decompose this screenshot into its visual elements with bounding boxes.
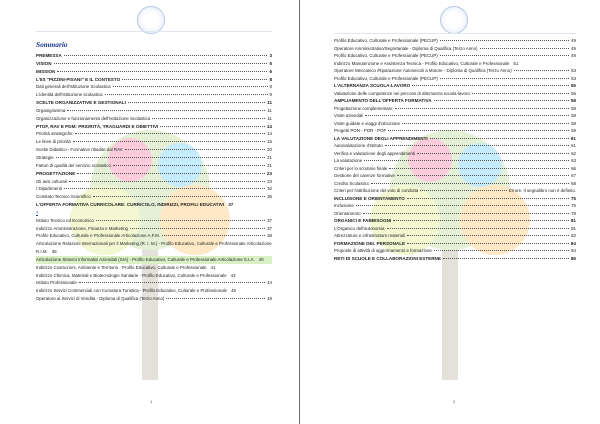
toc-entry-page: 75	[571, 203, 576, 208]
toc-leader-dots	[443, 258, 569, 259]
toc-entry[interactable]	[334, 52, 576, 60]
toc-entry-title: Articolazione Relazioni Internazionali per il Marketing (R. I. M.) - Profilo Educativo, Culturale e Professionale Articolazione R.I.M.	[36, 241, 272, 255]
toc-leader-dots	[397, 175, 569, 176]
toc-entry-title: MISSION	[36, 68, 56, 74]
toc-leader-dots	[514, 70, 569, 71]
toc-entry-title: ?	[36, 209, 39, 215]
toc-entry-page: 46	[231, 288, 236, 294]
toc-entry-page: 32	[267, 186, 272, 192]
toc-entry-page: 66	[571, 165, 576, 171]
toc-entry-title: FORMAZIONE DEL PERSONALE	[334, 240, 406, 246]
toc-entry-page: 37	[267, 225, 272, 231]
toc-entry-title: PTOF, RAV E PDM: PRIORITÀ, TRAGUARDI E OBIETTIVI	[36, 123, 159, 129]
toc-leader-dots	[407, 198, 569, 199]
toc-entry-title: Valutazione delle competenze nei percorsi di alternanza scuola-lavoro	[334, 90, 470, 96]
toc-leader-dots	[125, 149, 266, 150]
toc-entry-title: INCLUSIONE E ORIENTAMENTO	[334, 195, 405, 201]
right-page	[300, 0, 600, 424]
toc-heading: Sommario	[36, 40, 68, 49]
toc-leader-dots	[152, 118, 265, 119]
toc-entry[interactable]	[334, 37, 576, 45]
toc-leader-dots	[434, 250, 569, 251]
toc-leader-dots	[67, 110, 265, 111]
toc-entry-page: 58	[570, 98, 576, 103]
toc-entry[interactable]	[334, 172, 576, 180]
toc-entry[interactable]	[36, 76, 272, 84]
toc-leader-dots	[363, 213, 570, 214]
toc-entry-title: Operatore ai Servizi di Vendita - Diploma di Qualifica (Terzo Anno)	[36, 296, 165, 302]
toc-entry-page: 53	[571, 68, 576, 73]
toc-entry-title: VISION	[36, 60, 52, 66]
toc-entry[interactable]	[334, 105, 576, 113]
toc-entry[interactable]	[334, 157, 576, 165]
toc-entry-title: Credito Scolastico	[334, 180, 370, 186]
school-logo-icon	[440, 6, 468, 34]
toc-entry-page: Errore. Il segnalibro non è definito.	[508, 188, 576, 193]
toc-entry-title: Inclusione	[334, 203, 354, 208]
toc-entry-page: 75	[570, 195, 576, 201]
toc-entry-title: Fattori di qualità del servizio scolastico	[36, 162, 111, 168]
toc-leader-dots	[162, 235, 265, 236]
toc-entry-title: RETI DI SCUOLE E COLLABORAZIONI ESTERNE	[334, 255, 441, 261]
toc-entry-title: L'ALTERNANZA SCUOLA-LAVORO	[334, 83, 411, 88]
toc-entry-page: 86	[570, 255, 576, 261]
toc-entry-page: 37	[228, 202, 234, 208]
toc-leader-dots	[57, 71, 267, 72]
toc-leader-dots	[96, 220, 265, 221]
toc-entry[interactable]	[36, 170, 272, 178]
toc-entry[interactable]	[334, 135, 576, 143]
toc-leader-dots	[440, 55, 569, 56]
toc-entry-page: 14	[267, 131, 272, 137]
toc-leader-dots	[113, 86, 268, 87]
toc-entry-title: Profilo Educativo, Culturale e Professionale (PECUP)	[334, 53, 438, 58]
school-logo-icon	[137, 6, 165, 34]
toc-entry[interactable]	[36, 154, 272, 162]
toc-entry-title: Criteri per l'attribuzione del voto di condotta	[334, 188, 419, 193]
toc-leader-dots	[105, 94, 268, 95]
toc-entry-title: Progettazione complementare	[334, 105, 393, 111]
toc-leader-dots	[434, 100, 569, 101]
toc-entry-page: 44	[267, 280, 272, 286]
toc-entry[interactable]	[334, 82, 576, 90]
toc-leader-dots	[388, 130, 569, 131]
toc-entry[interactable]	[36, 99, 272, 107]
toc-entry[interactable]	[36, 60, 272, 68]
toc-leader-dots	[54, 63, 268, 64]
toc-entry-page: 11	[267, 107, 272, 113]
toc-entry[interactable]	[36, 272, 272, 280]
toc-entry-page: 58	[571, 120, 576, 126]
toc-leader-dots	[387, 228, 570, 229]
toc-entry-page: 61	[570, 135, 576, 141]
toc-entry-page: 51	[513, 60, 519, 66]
toc-entry[interactable]	[334, 90, 576, 98]
toc-entry[interactable]	[36, 185, 272, 193]
toc-entry[interactable]	[36, 91, 272, 99]
header-rule	[334, 33, 576, 34]
toc-leader-dots	[440, 40, 569, 41]
toc-leader-dots	[128, 102, 265, 103]
toc-leader-dots	[371, 183, 569, 184]
toc-entry-title: Profilo Educativo, Culturale e Professionale (PECUP)	[334, 75, 438, 81]
toc-entry[interactable]	[334, 217, 576, 225]
toc-entry-page: 62	[571, 150, 576, 156]
toc-entry-title: Profilo Educativo, Culturale e Professionale (PECUP)	[334, 38, 438, 43]
toc-entry[interactable]	[334, 247, 576, 255]
toc-entry-title: Indirizzo Manutenzione e Assistenza Tecnica - Profilo Educativo, Culturale e Professionale	[334, 60, 510, 66]
toc-entry-title: Priorità strategiche	[36, 131, 73, 137]
toc-leader-dots	[64, 55, 268, 56]
toc-entry[interactable]	[334, 97, 576, 105]
toc-right	[334, 37, 576, 262]
toc-leader-dots	[356, 205, 569, 206]
toc-left	[36, 40, 272, 303]
toc-entry-page: 36	[267, 194, 272, 200]
toc-entry[interactable]	[36, 201, 272, 209]
toc-entry[interactable]	[334, 112, 576, 120]
toc-entry-title: Le linee di priorità	[36, 139, 71, 145]
toc-entry-page: 49	[571, 53, 576, 58]
toc-entry-title: Proposte di attività di aggiornamento e formazione	[334, 248, 432, 253]
toc-entry[interactable]	[334, 195, 576, 203]
toc-entry[interactable]	[334, 255, 576, 263]
toc-entry-title: Istituto Professionale	[36, 280, 77, 286]
toc-entry-title: Organigramma	[36, 107, 66, 113]
toc-entry-title: Operatore Amministrativo/Segretariale - Diploma di Qualifica (Terzo Anno)	[334, 45, 478, 51]
toc-entry-page: 43	[230, 272, 236, 278]
toc-entry[interactable]	[334, 120, 576, 128]
toc-entry-page: 49	[571, 38, 576, 43]
toc-entry-title: Criteri per lo scrutinio finale	[334, 165, 388, 171]
toc-entry[interactable]	[36, 287, 272, 295]
toc-entry-page: 11	[267, 115, 272, 121]
toc-leader-dots	[79, 282, 265, 283]
toc-entry-title: La valutazione	[334, 158, 363, 163]
toc-entry-page: 59	[571, 128, 576, 133]
toc-entry-title: Gestione del carenze formative	[334, 173, 395, 178]
toc-leader-dots	[472, 93, 569, 94]
toc-entry[interactable]	[334, 45, 576, 53]
toc-entry[interactable]	[334, 75, 576, 83]
toc-entry-page: 8	[269, 76, 272, 82]
toc-entry-title: Autovalutazione d'Istituto	[334, 143, 383, 148]
toc-list-left	[36, 52, 272, 303]
toc-leader-dots	[113, 165, 265, 166]
toc-leader-dots	[166, 298, 265, 299]
toc-entry-title: L'OFFERTA FORMATIVA CURRICOLARE: CURRICOLO, INDIRIZZI, PROFILI EDUCATIVI	[36, 202, 225, 208]
toc-entry-page: 78	[571, 210, 576, 216]
toc-entry[interactable]	[334, 60, 576, 68]
toc-entry-page: 56	[571, 90, 576, 96]
toc-entry-page: 41	[210, 264, 216, 270]
toc-leader-dots	[73, 141, 265, 142]
toc-entry-title: LA VALUTAZIONE DEGLI APPRENDIMENTI	[334, 135, 428, 141]
toc-leader-dots	[412, 85, 569, 86]
toc-leader-dots	[420, 190, 507, 191]
toc-entry-page: 14	[266, 123, 272, 129]
toc-entry[interactable]	[36, 240, 272, 256]
page-number: 1	[150, 399, 153, 404]
toc-entry[interactable]	[36, 52, 272, 60]
toc-entry-page: 53	[571, 75, 576, 81]
toc-entry[interactable]	[36, 256, 272, 264]
toc-entry-page: 9	[269, 92, 272, 98]
toc-entry-title: Visite guidate e viaggi d'istruzione	[334, 120, 400, 126]
toc-leader-dots	[407, 235, 569, 236]
toc-entry-title: SCELTE ORGANIZZATIVE E GESTIONALI	[36, 100, 126, 106]
toc-entry[interactable]	[334, 240, 576, 248]
toc-entry[interactable]	[36, 83, 272, 91]
toc-entry[interactable]	[334, 150, 576, 158]
toc-entry-page: 84	[571, 248, 576, 253]
toc-entry-title: Verifica e valutazione degli apprendimenti	[334, 150, 416, 156]
toc-leader-dots	[56, 157, 266, 158]
toc-entry-title: Articolazione Sistemi Informativi Aziendali (SIA) - Profilo Educativo, Culturale e Professionale Articolazione S.I.A.	[36, 256, 255, 262]
toc-entry-title: Operatore Meccanico /Riparazione Autoveicoli a Motore - Diploma di Qualifica (Terzo Anno)	[334, 68, 512, 73]
toc-entry[interactable]	[334, 232, 576, 240]
toc-entry[interactable]	[36, 162, 272, 170]
toc-entry-title: Progetti PON - POR - POF	[334, 128, 387, 133]
toc-entry-title: Istituto Tecnico ed Economico	[36, 217, 95, 223]
toc-leader-dots	[69, 181, 265, 182]
toc-entry-title: L'IIS "PIZZINI-PISANI" E IL CONTESTO	[36, 76, 121, 82]
toc-leader-dots	[130, 228, 265, 229]
toc-leader-dots	[75, 133, 266, 134]
toc-entry-page: 55	[570, 83, 576, 88]
toc-entry-page: 84	[570, 240, 576, 246]
toc-entry-page: 39	[51, 249, 57, 255]
toc-entry-page: 40	[258, 256, 264, 262]
toc-entry-page: 38	[267, 233, 272, 239]
toc-entry[interactable]	[36, 130, 272, 138]
toc-leader-dots	[395, 108, 570, 109]
toc-entry-title: Indirizzo Amministrazione, Finanza e Marketing	[36, 225, 128, 231]
toc-entry-title: Attrezzature e infrastrutture materiali	[334, 233, 406, 238]
toc-entry[interactable]	[334, 180, 576, 188]
toc-entry-title: L'identità dell'Istituzione scolastica	[36, 92, 103, 98]
toc-leader-dots	[365, 115, 569, 116]
toc-entry-title: Gli assi culturali	[36, 178, 67, 184]
toc-entry-page: 6	[269, 68, 272, 74]
toc-entry-title: Dati generali dell'Istituzione Scolastica	[36, 84, 111, 90]
toc-entry-title: I Dipartimenti	[36, 186, 62, 192]
toc-entry[interactable]	[334, 225, 576, 233]
toc-entry[interactable]	[36, 68, 272, 76]
toc-entry[interactable]	[334, 165, 576, 173]
toc-entry[interactable]	[334, 202, 576, 210]
toc-entry-page: 23	[267, 178, 272, 184]
toc-entry-title: Visite aziendali	[334, 113, 364, 118]
toc-list-right	[334, 37, 576, 262]
toc-entry[interactable]	[36, 279, 272, 287]
toc-entry-title: Profilo Educativo, Culturale e Professionale Articolazione A.F.M.	[36, 233, 160, 239]
toc-entry[interactable]	[334, 142, 576, 150]
toc-entry[interactable]	[334, 67, 576, 75]
toc-entry-page: 21	[267, 162, 272, 168]
toc-entry[interactable]	[36, 217, 272, 225]
toc-entry-page: 15	[267, 139, 272, 145]
toc-entry-title: PREMESSA	[36, 53, 62, 58]
toc-leader-dots	[77, 173, 265, 174]
toc-entry[interactable]	[36, 123, 272, 131]
toc-leader-dots	[407, 243, 569, 244]
toc-entry-page: 23	[266, 170, 272, 176]
toc-entry[interactable]	[36, 178, 272, 186]
toc-entry-page: 67	[571, 173, 576, 178]
toc-entry-page: 61	[571, 143, 576, 148]
toc-entry[interactable]	[36, 295, 272, 303]
toc-entry-page: 37	[267, 217, 272, 223]
toc-entry[interactable]	[36, 225, 272, 233]
toc-leader-dots	[160, 126, 265, 127]
toc-entry-title: Indirizzo Chimica, Materiali e Biotecnologie Sanitarie - Profilo Educativo, Culturale e Professionale	[36, 272, 227, 278]
toc-entry-title: Comitato Tecnico Scientifico	[36, 194, 91, 200]
toc-entry[interactable]	[36, 232, 272, 240]
toc-entry-page: 82	[571, 233, 576, 238]
toc-entry-page: 20	[267, 147, 272, 153]
toc-entry-title: Scelte Didattico - Formative ribadite dal RAV	[36, 147, 123, 153]
toc-leader-dots	[440, 78, 569, 79]
toc-entry-page: 21	[267, 154, 272, 160]
toc-leader-dots	[402, 123, 569, 124]
toc-entry-title: Strategie	[36, 154, 54, 160]
toc-entry[interactable]	[36, 138, 272, 146]
toc-entry[interactable]	[334, 187, 576, 195]
toc-entry[interactable]	[36, 209, 272, 217]
toc-entry-title: ORGANICI E FABBISOGNI	[334, 218, 392, 223]
toc-entry[interactable]	[36, 264, 272, 272]
toc-leader-dots	[364, 160, 569, 161]
toc-entry[interactable]	[36, 193, 272, 201]
toc-entry-page: 5	[269, 60, 272, 66]
toc-leader-dots	[389, 168, 569, 169]
toc-entry[interactable]	[334, 210, 576, 218]
toc-entry-title: AMPLIAMENTO DELL'OFFERTA FORMATIVA	[334, 98, 432, 103]
toc-entry-page: 11	[267, 100, 272, 106]
toc-leader-dots	[93, 196, 265, 197]
toc-entry-page: 49	[571, 45, 576, 51]
toc-entry-page: 58	[571, 105, 576, 111]
toc-entry-page: 68	[571, 180, 576, 186]
toc-entry-page: 81	[571, 225, 576, 231]
toc-entry-title: Organizzazione e funzionamento dell'Istituzione Scolastica	[36, 115, 151, 121]
toc-leader-dots	[64, 188, 265, 189]
header-rule	[36, 31, 272, 32]
toc-entry-page: 3	[269, 53, 272, 58]
toc-entry-page: 63	[571, 158, 576, 163]
toc-leader-dots	[417, 153, 569, 154]
toc-leader-dots	[393, 220, 569, 221]
toc-entry-title: Indirizzo Servizi Commerciali con Curvatura Turistica - Profilo Educativo, Culturale e Professionale	[36, 288, 228, 294]
toc-entry[interactable]	[334, 127, 576, 135]
toc-entry-title: PROGETTAZIONE	[36, 170, 76, 176]
toc-leader-dots	[430, 138, 569, 139]
toc-entry[interactable]	[36, 107, 272, 115]
toc-leader-dots	[480, 48, 570, 49]
toc-entry-title: L'Organico dell'autonomia	[334, 225, 385, 231]
toc-leader-dots	[122, 79, 267, 80]
toc-entry-page: 8	[269, 84, 272, 90]
toc-entry-page: 81	[570, 218, 576, 223]
toc-entry[interactable]	[36, 115, 272, 123]
toc-entry-title: Orientamento	[334, 210, 361, 216]
page-number: 2	[453, 399, 456, 404]
toc-entry-page: 58	[571, 113, 576, 118]
toc-entry-title: Indirizzo Costruzioni, Ambiente e Territorio - Profilo Educativo, Culturale e Professionale	[36, 264, 207, 270]
toc-leader-dots	[385, 145, 569, 146]
toc-entry-page: 48	[267, 296, 272, 302]
toc-entry[interactable]	[36, 146, 272, 154]
